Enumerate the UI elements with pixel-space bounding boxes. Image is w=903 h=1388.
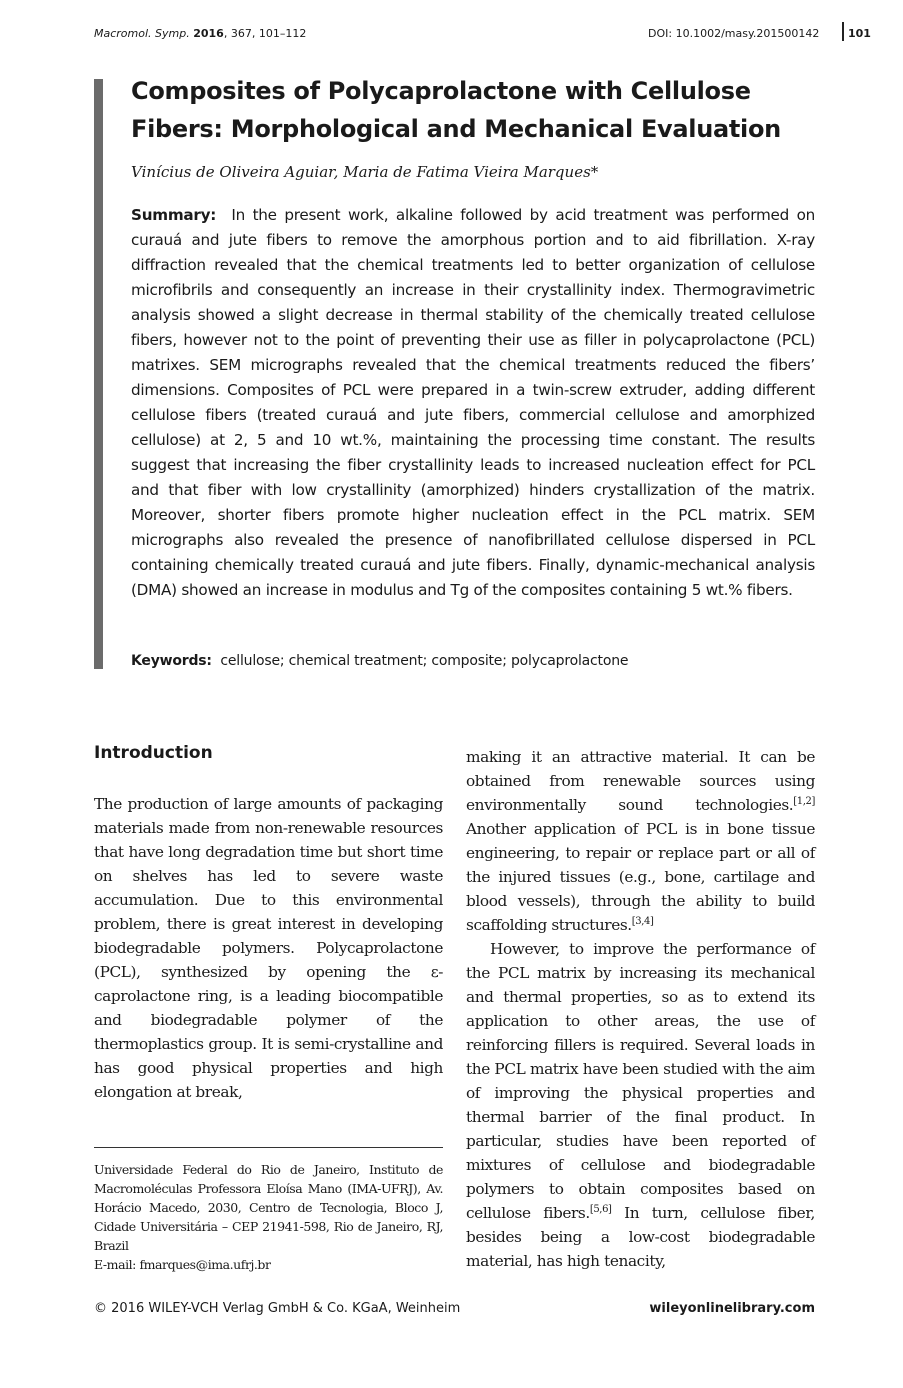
running-header-citation	[94, 27, 306, 40]
website-link[interactable]: wileyonlinelibrary.com	[649, 1301, 815, 1316]
affiliation: Universidade Federal do Rio de Janeiro, Instituto de Macromoléculas Professora Eloísa Mano (IMA-UFRJ), Av. Horácio Macedo, 2030, Centro de Tecnologia, Bloco J, Cidade Universitária – CEP 21941-598, Rio de Janeiro, RJ, Brazil	[94, 1162, 443, 1253]
doi[interactable]: DOI: 10.1002/masy.201500142	[648, 27, 820, 40]
copyright: © 2016 WILEY-VCH Verlag GmbH & Co. KGaA, Weinheim	[94, 1301, 461, 1316]
citation-ref[interactable]: [5,6]	[589, 1203, 612, 1215]
journal-name: Macromol. Symp.	[94, 27, 190, 40]
intro-paragraph-2: However, to improve the performance of the PCL matrix by increasing its mechanical and thermal properties, so as to extend its application to other areas, the use of reinforcing fillers is required. Several loads in the PCL matrix have been studied with the aim of improving the physical properties and thermal barrier of the final product. In particular, studies have been reported of mixtures of cellulose and biodegradable polymers to obtain composites based on cellulose fibers.[5,6] In turn, cellulose fiber, besides being a low-cost biodegradable material, has high tenacity,	[466, 940, 816, 1270]
title-line-1: Composites of Polycaprolactone with Cellulose	[131, 77, 751, 105]
keywords-text: cellulose; chemical treatment; composite; polycaprolactone	[220, 653, 629, 669]
article-title	[131, 72, 831, 148]
page-number: 101	[848, 27, 871, 40]
authors: Vinícius de Oliveira Aguiar, Maria de Fatima Vieira Marques*	[131, 163, 599, 181]
citation-ref[interactable]: [1,2]	[793, 795, 815, 807]
keywords	[131, 653, 628, 669]
right-column	[466, 745, 815, 1273]
summary-text: In the present work, alkaline followed by acid treatment was performed on curauá and jute fibers to remove the amorphous portion and to aid fibrillation. X-ray diffraction revealed that the chemical treatments led to better organization of cellulose microfibrils and consequently an increase in their crystallinity index. Thermogravimetric analysis showed a slight decrease in thermal stability of the chemically treated cellulose fibers, however not to the point of preventing their use as filler in polycaprolactone (PCL) matrixes. SEM micrographs revealed that the chemical treatments reduced the fibers’ dimensions. Composites of PCL were prepared in a twin-screw extruder, adding different cellulose fibers (treated curauá and jute fibers, commercial cellulose and amorphized cellulose) at 2, 5 and 10 wt.%, maintaining the processing time constant. The results suggest that increasing the fiber crystallinity leads to increased nucleation effect for PCL and that fiber with low crystallinity (amorphized) hinders crystallization of the matrix. Moreover, shorter fibers promote higher nucleation effect in the PCL matrix. SEM micrographs also revealed the presence of nanofibrillated cellulose dispersed in PCL containing chemically treated curauá and jute fibers. Finally, dynamic-mechanical analysis (DMA) showed an increase in modulus and Tg of the composites containing 5 wt.% fibers.	[131, 206, 815, 599]
header-divider	[842, 22, 844, 41]
footnote-rule	[94, 1147, 443, 1148]
left-column	[94, 792, 443, 1104]
corresponding-email[interactable]: E-mail: fmarques@ima.ufrj.br	[94, 1257, 271, 1272]
keywords-label: Keywords:	[131, 653, 212, 669]
summary-label: Summary:	[131, 206, 217, 224]
summary	[131, 203, 815, 603]
title-line-2: Fibers: Morphological and Mechanical Evaluation	[131, 115, 781, 143]
section-heading-introduction: Introduction	[94, 743, 213, 763]
journal-year: 2016	[193, 27, 224, 40]
intro-paragraph-1-cont: making it an attractive material. It can be obtained from renewable sources using environmentally sound technologies.[1,2] Another application of PCL is in bone tissue engineering, to repair or replace part or all of the injured tissues (e.g., bone, cartilage and blood vessels), through the ability to build scaffolding structures.[3,4]	[466, 748, 815, 934]
affiliation-footnote	[94, 1160, 443, 1274]
volume-pages: , 367, 101–112	[223, 27, 307, 40]
citation-ref[interactable]: [3,4]	[631, 915, 654, 927]
intro-paragraph-1: The production of large amounts of packaging materials made from non-renewable resources that have long degradation time but short time on shelves has led to severe waste accumulation. Due to this environmental problem, there is great interest in developing biodegradable polymers. Polycaprolactone (PCL), synthesized by opening the ε-caprolactone ring, is a leading biocompatible and biodegradable polymer of the thermoplastics group. It is semi-crystalline and has good physical properties and high elongation at break,	[94, 795, 443, 1101]
abstract-side-bar	[94, 79, 103, 669]
